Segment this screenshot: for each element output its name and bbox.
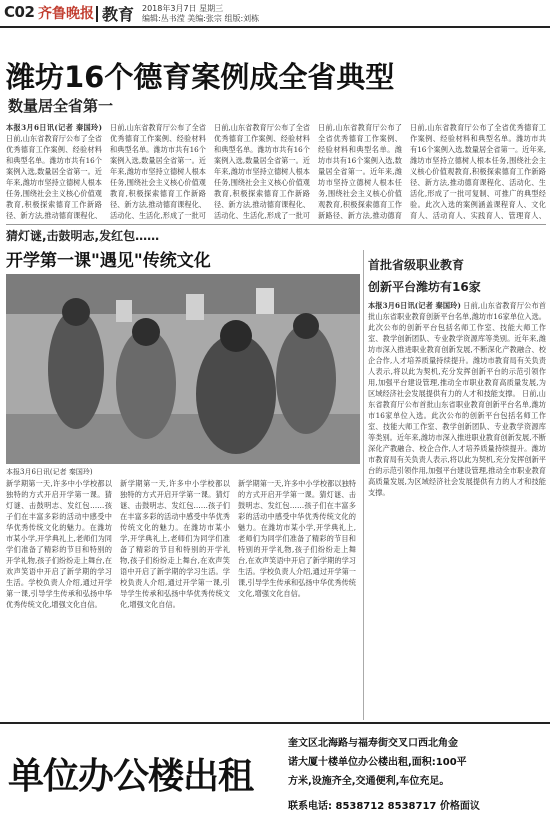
feature-col-1 [6, 478, 112, 718]
feature-body-cont: 新学期第一天,许多中小学校都以独特的方式开启开学第一课。猜灯谜、击鼓明志、发红包……孩子们在丰富多彩的活动中感受中华优秀传统文化的魅力。在潍坊市某小学,开学典礼上,老师们为同学们准备了精彩的节目和特别的开学礼物,孩子们纷纷走上舞台,在欢声笑语中开启了新学期的学习生活。学校负责人介绍,通过开学第一课,引导学生传承和弘扬中华优秀传统文化,增强文化自信。 [120, 479, 230, 609]
caption-byline: 本报3月6日讯(记者 秦国玲) [6, 468, 93, 476]
main-article-col-4 [318, 122, 402, 222]
header-rule [0, 26, 550, 28]
section-rule [6, 224, 546, 225]
main-article-col-3 [214, 122, 310, 222]
feature-kicker: 猜灯谜,击鼓明志,发红包…… [6, 229, 160, 243]
main-body-cont: 日前,山东省教育厅公布了全省优秀德育工作案例、经验材料和典型名单。潍坊市共有16个案例入选,数量居全省第一。近年来,潍坊市坚持立德树人根本任务,围绕社会主义核心价值观教育,积极探索德育工作新路径、新方法,推动德育课程化、活动化、生活化,形成了一批可复制、可推广的典型经验。此次入选的案例涵盖课程育人、文化育人、活动育人、实践育人、管理育人、 [410, 123, 546, 220]
newspaper-logo: 齐鲁晚报 [38, 6, 94, 22]
side-article-body [368, 300, 546, 718]
main-article-col-5 [410, 122, 546, 222]
main-body-cont: 日前,山东省教育厅公布了全省优秀德育工作案例、经验材料和典型名单。潍坊市共有16个案例入选,数量居全省第一。近年来,潍坊市坚持立德树人根本任务,围绕社会主义核心价值观教育,积极探索德育工作新路径、新方法,推动德育课程化、活动化、生活化,形成了一批可 [110, 123, 206, 220]
section-title: 教育 [102, 5, 135, 24]
date-line: 2018年3月7日 星期三 [142, 4, 224, 13]
main-article-col-2 [110, 122, 206, 222]
feature-body-cont: 新学期第一天,许多中小学校都以独特的方式开启开学第一课。猜灯谜、击鼓明志、发红包……孩子们在丰富多彩的活动中感受中华优秀传统文化的魅力。在潍坊市某小学,开学典礼上,老师们为同学们准备了精彩的节目和特别的开学礼物,孩子们纷纷走上舞台,在欢声笑语中开启了新学期的学习生活。学校负责人介绍,通过开学第一课,引导学生传承和弘扬中华优秀传统文化,增强文化自信。 [238, 479, 356, 598]
ad-line-3: 方米,设施齐全,交通便利,车位充足。 [288, 776, 450, 787]
photo-illustration [6, 274, 360, 464]
main-body-cont: 日前,山东省教育厅公布了全省优秀德育工作案例、经验材料和典型名单。潍坊市共有16个案例入选,数量居全省第一。近年来,潍坊市坚持立德树人根本任务,围绕社会主义核心价值观教育,积极探索德育工作新路径、新方法,推动德育课程化、活动化、生活化,形成了一批可 [214, 123, 310, 220]
staff-line: 编辑:丛书滢 美编:张宗 组版:刘栋 [142, 14, 260, 23]
column-divider [363, 250, 364, 720]
side-body: 日前,山东省教育厅公布首批山东省职业教育创新平台名单,潍坊市16家单位入选。此次公布的创新平台包括名师工作室、技能大师工作室、教学创新团队、专业教学资源库等类别。近年来,潍坊市深入推进职业教育创新发展,不断深化产教融合、校企合作,人才培养质量持续提升。潍坊市教育局有关负责人表示,将以此为契机,充分发挥创新平台的示范引领作用,加强平台建设管理,推动全市职业教育高质量发展,为区域经济社会发展提供有力的人才和技能支撑。 [368, 301, 546, 398]
feature-body: 新学期第一天,许多中小学校都以独特的方式开启开学第一课。猜灯谜、击鼓明志、发红包……孩子们在丰富多彩的活动中感受中华优秀传统文化的魅力。在潍坊市某小学,开学典礼上,老师们为同学们准备了精彩的节目和特别的开学礼物,孩子们纷纷走上舞台,在欢声笑语中开启了新学期的学习生活。学校负责人介绍,通过开学第一课,引导学生传承和弘扬中华优秀传统文化,增强文化自信。 [6, 479, 112, 609]
main-body: 日前,山东省教育厅公布了全省优秀德育工作案例、经验材料和典型名单。潍坊市共有16个案例入选,数量居全省第一。近年来,潍坊市坚持立德树人根本任务,围绕社会主义核心价值观教育,积极探索德育工作新路径、新方法,推动德育课程化、 [6, 134, 102, 220]
main-subhead: 数量居全省第一 [8, 97, 114, 115]
side-byline: 本报3月6日讯(记者 秦国玲) [368, 301, 461, 310]
header-meta [142, 4, 259, 24]
photo-caption [6, 467, 360, 477]
page-number: C02 [4, 3, 35, 21]
feature-photo [6, 274, 360, 464]
main-headline: 潍坊16个德育案例成全省典型 [6, 60, 395, 94]
ad-line-2: 诺大厦十楼单位办公楼出租,面积:100平 [288, 757, 467, 768]
main-article-col-1 [6, 122, 102, 222]
header-divider [96, 6, 98, 22]
side-body-cont: 日前,山东省教育厅公布首批山东省职业教育创新平台名单,潍坊市16家单位入选。此次公布的创新平台包括名师工作室、技能大师工作室、教学创新团队、专业教学资源库等类别。近年来,潍坊市深入推进职业教育创新发展,不断深化产教融合、校企合作,人才培养质量持续提升。潍坊市教育局有关负责人表示,将以此为契机,充分发挥创新平台的示范引领作用,加强平台建设管理,推动全市职业教育高质量发展,为区域经济社会发展提供有力的人才和技能支撑。 [368, 389, 546, 497]
side-heading-1: 首批省级职业教育 [368, 258, 465, 272]
side-heading-2: 创新平台潍坊有16家 [368, 280, 481, 294]
feature-col-3 [238, 478, 356, 718]
feature-col-2 [120, 478, 230, 718]
ad-line-1: 奎文区北海路与福寿街交叉口西北角金 [288, 738, 458, 749]
main-byline: 本报3月6日讯(记者 秦国玲) [6, 123, 102, 132]
ad-contact: 联系电话: 8538712 8538717 价格面议 [288, 801, 480, 812]
main-body-cont: 日前,山东省教育厅公布了全省优秀德育工作案例、经验材料和典型名单。潍坊市共有16个案例入选,数量居全省第一。近年来,潍坊市坚持立德树人根本任务,围绕社会主义核心价值观教育,积极探索德育工作新路径、新方法,推动德育 [318, 123, 402, 220]
ad-title: 单位办公楼出租 [8, 756, 254, 797]
feature-headline: 开学第一课"遇见"传统文化 [6, 251, 211, 271]
